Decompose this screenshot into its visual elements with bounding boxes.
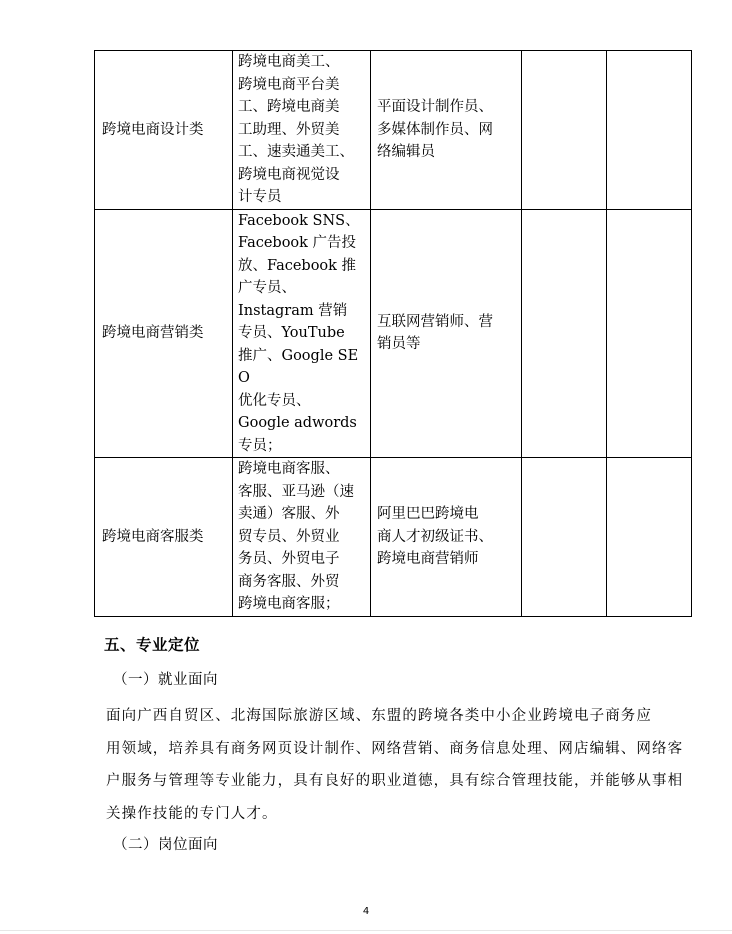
subheading-employment: （一）就业面向 [113, 672, 218, 688]
positions-line: 跨境电商视觉设 [238, 166, 340, 183]
certificates-line: 跨境电商营销师 [377, 551, 479, 567]
empty-cell [522, 458, 607, 617]
positions-line: 专员、YouTube [238, 325, 345, 341]
certificates-line: 络编辑员 [377, 144, 435, 160]
paragraph-line: 面向广西自贸区、北海国际旅游区域、东盟的跨境各类中小企业跨境电子商务应 [106, 708, 652, 724]
certificates-line: 多媒体制作员、网 [377, 121, 493, 138]
positions-line: 务员、外贸电子 [238, 551, 340, 567]
certificates-cell [371, 458, 522, 617]
positions-line: Google adwords [238, 415, 357, 431]
empty-cell [607, 51, 692, 210]
positions-line: 跨境电商客服、 [238, 461, 340, 477]
positions-line: 计专员 [238, 189, 282, 205]
empty-cell [607, 209, 692, 458]
positions-line: 专员； [238, 437, 282, 454]
positions-line: 优化专员、 [238, 392, 311, 409]
empty-cell [522, 51, 607, 210]
positions-line: Facebook SNS、 [238, 212, 360, 229]
positions-line: 工助理、外贸美 [238, 121, 340, 138]
section-heading: 五、专业定位 [104, 636, 201, 654]
table-row [95, 209, 692, 458]
certificates-cell [371, 209, 522, 458]
positions-line: 推广、Google SEO [238, 347, 359, 386]
paragraph-line: 用领域，培养具有商务网页设计制作、网络营销、商务信息处理、网店编辑、网络客 [106, 740, 684, 757]
certificates-line: 销员等 [377, 336, 421, 353]
positions-line: 跨境电商平台美 [238, 76, 340, 93]
category-cell: 跨境电商客服类 [95, 458, 233, 617]
positions-line: 商务客服、外贸 [238, 573, 340, 590]
page-number: 4 [362, 906, 370, 917]
positions-line: Instagram 营销 [238, 302, 348, 319]
category-cell: 跨境电商营销类 [95, 209, 233, 458]
positions-line: 放、Facebook 推 [238, 257, 357, 274]
positions-line: 跨境电商客服； [238, 596, 340, 612]
positions-line: Facebook 广告投 [238, 235, 357, 251]
job-roles-table [94, 50, 692, 617]
certificates-cell [371, 51, 522, 210]
positions-line: 工、速卖通美工、 [238, 144, 354, 160]
table-row [95, 458, 692, 617]
positions-line: 客服、亚马逊（速 [238, 483, 354, 500]
certificates-line: 商人才初级证书、 [377, 528, 493, 545]
certificates-line: 阿里巴巴跨境电 [377, 506, 479, 522]
positions-line: 贸专员、外贸业 [238, 528, 340, 545]
positions-line: 工、跨境电商美 [238, 99, 340, 115]
empty-cell [607, 458, 692, 617]
certificates-line: 平面设计制作员、 [377, 99, 493, 115]
category-cell: 跨境电商设计类 [95, 51, 233, 210]
certificates-line: 互联网营销师、营 [377, 313, 493, 330]
positions-line: 跨境电商美工、 [238, 54, 340, 70]
empty-cell [522, 209, 607, 458]
paragraph-line: 户服务与管理等专业能力，具有良好的职业道德，具有综合管理技能，并能够从事相 [106, 773, 684, 789]
table-row [95, 51, 692, 210]
positions-cell [233, 51, 371, 210]
positions-line: 卖通）客服、外 [238, 506, 340, 522]
page-bottom-edge [0, 930, 732, 931]
positions-cell [233, 458, 371, 617]
paragraph-line: 关操作技能的专门人才。 [106, 805, 278, 822]
positions-line: 广专员、 [238, 280, 296, 296]
positions-cell [233, 209, 371, 458]
body-paragraph [106, 700, 684, 830]
subheading-positions: （二）岗位面向 [113, 837, 218, 853]
